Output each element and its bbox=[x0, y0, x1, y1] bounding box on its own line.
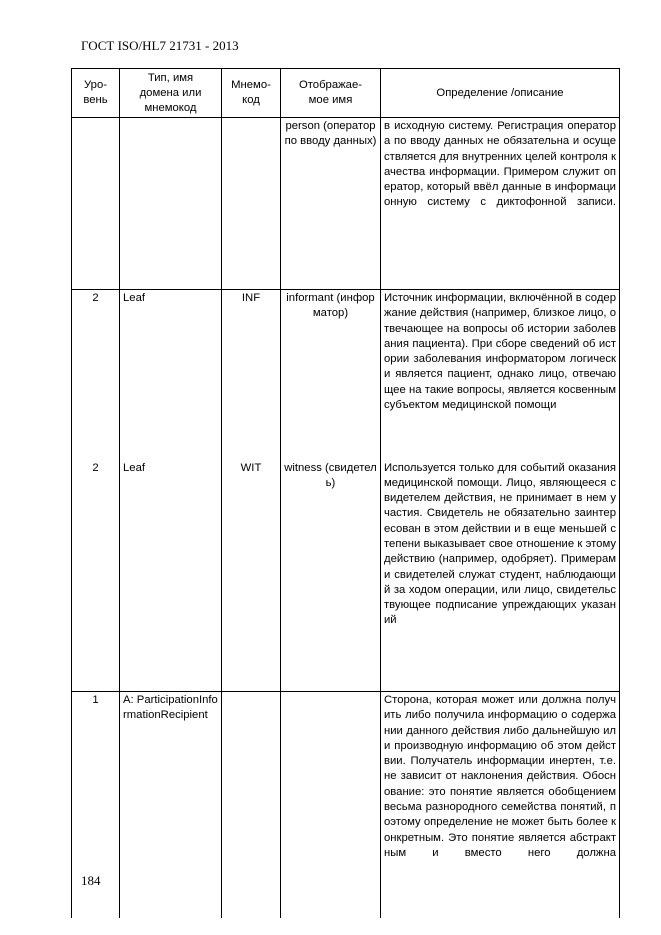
cell-type bbox=[120, 118, 222, 290]
cell-definition: Используется только для событий оказания медицинской помощи. Лицо, являющееся свидетелем действия, не принимает в нем участия. Свидетель не обязательно заинтересован в этом действии и в еще меньшей степени выказывает свое отношение к этому действию (например, одобряет). Примерами свидетелей служат студент, наблюдающий за ходом операции, или лицо, свидетельствующее подписание упреждающих указаний bbox=[381, 460, 620, 692]
table-row bbox=[72, 290, 620, 460]
document-header: ГОСТ ISO/HL7 21731 - 2013 bbox=[81, 38, 239, 53]
page-number: 184 bbox=[81, 873, 101, 888]
cell-level bbox=[72, 118, 120, 290]
cell-level: 2 bbox=[72, 460, 120, 692]
code-table bbox=[71, 68, 620, 918]
cell-definition: Сторона, которая может или должна получить либо получила информацию о содержании данного действия либо дальнейшую или производную информацию об этом действии. Получатель информации инертен, т.е. не зависит от наклонения действия. Обоснование: это понятие является обобщением весьма разнородного семейства понятий, поэтому определение не может быть более конкретным. Это понятие является абстрактным и вместо него должна bbox=[381, 692, 620, 918]
cell-level: 1 bbox=[72, 692, 120, 918]
table-row bbox=[72, 118, 620, 290]
cell-display-name: witness (свидетель) bbox=[281, 460, 381, 692]
column-header-definition: Определение /описание bbox=[381, 69, 620, 118]
cell-display-name: person (оператор по вводу данных) bbox=[281, 118, 381, 290]
column-header-level: Уро- вень bbox=[72, 69, 120, 118]
cell-mnemonic bbox=[222, 118, 281, 290]
cell-type: A: ParticipationInformationRecipient bbox=[120, 692, 222, 918]
cell-definition: в исходную систему. Регистрация оператора по вводу данных не обязательна и осуществляется для внутренних целей контроля качества информации. Примером служит оператор, который ввёл данные в информационную систему с диктофонной записи. bbox=[381, 118, 620, 290]
cell-type: Leaf bbox=[120, 290, 222, 460]
cell-definition: Источник информации, включённой в содержание действия (например, близкое лицо, отвечающее на вопросы об истории заболевания пациента). При сборе сведений об истории заболевания информатором логически является пациент, однако лицо, отвечающее на такие вопросы, является косвенным субъектом медицинской помощи bbox=[381, 290, 620, 460]
table-row bbox=[72, 460, 620, 692]
cell-mnemonic: WIT bbox=[222, 460, 281, 692]
table-row bbox=[72, 692, 620, 918]
column-header-display-name: Отображае- мое имя bbox=[281, 69, 381, 118]
column-header-type: Тип, имя домена или мнемокод bbox=[120, 69, 222, 118]
cell-type: Leaf bbox=[120, 460, 222, 692]
table-header-row bbox=[72, 69, 620, 118]
cell-mnemonic bbox=[222, 692, 281, 918]
cell-mnemonic: INF bbox=[222, 290, 281, 460]
cell-display-name: informant (информатор) bbox=[281, 290, 381, 460]
cell-level: 2 bbox=[72, 290, 120, 460]
column-header-mnemonic: Мнемо- код bbox=[222, 69, 281, 118]
cell-display-name bbox=[281, 692, 381, 918]
